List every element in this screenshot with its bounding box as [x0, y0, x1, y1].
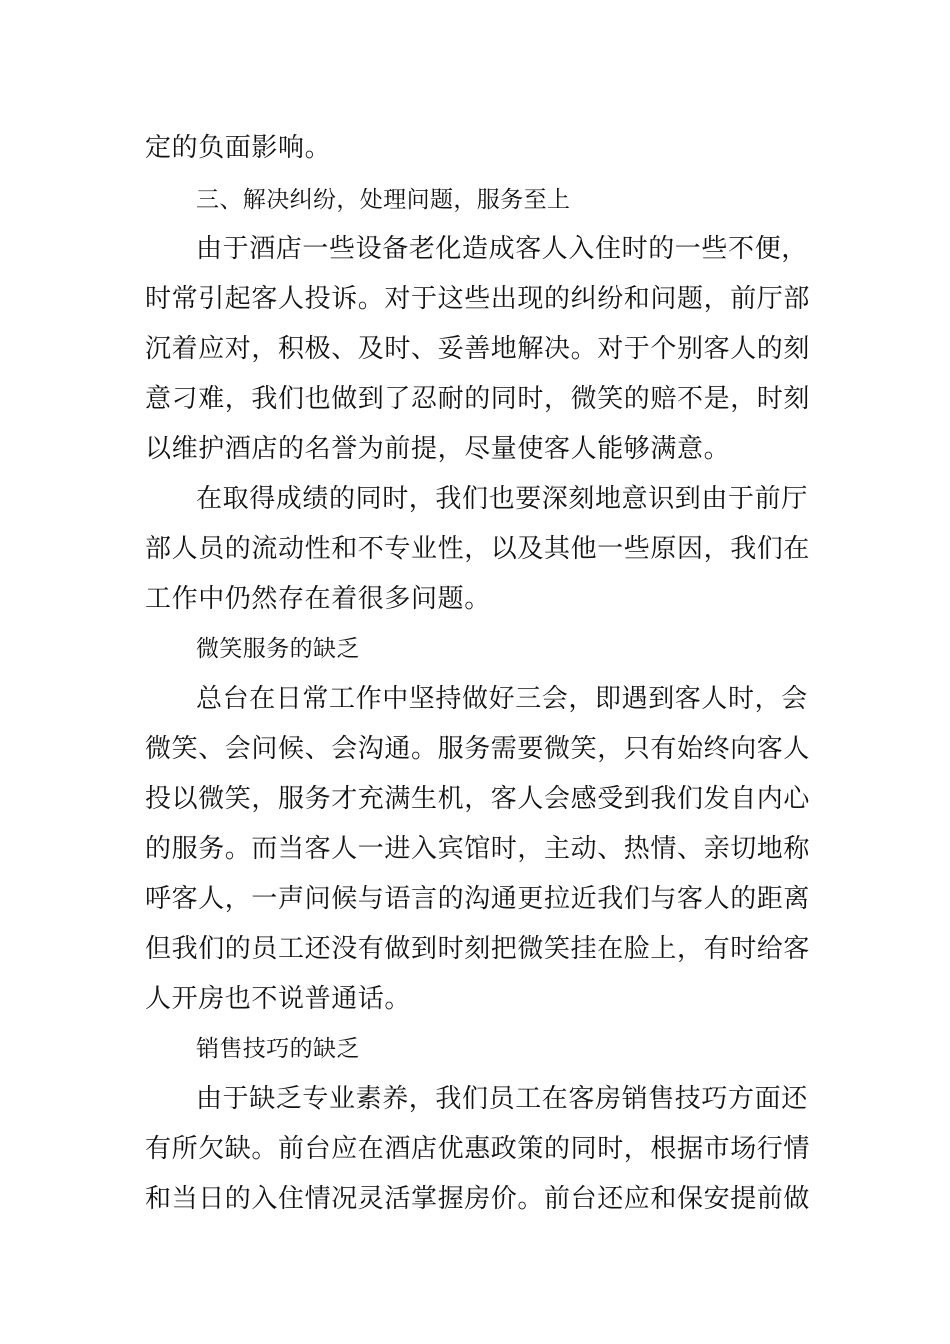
text-line: 和当日的入住情况灵活掌握房价。前台还应和保安提前做 [145, 1184, 811, 1214]
text-line: 时常引起客人投诉。对于这些出现的纠纷和问题，前厅部 [145, 284, 811, 314]
text-line: 沉着应对，积极、及时、妥善地解决。对于个别客人的刻 [145, 334, 811, 364]
text-line: 投以微笑，服务才充满生机，客人会感受到我们发自内心 [145, 784, 811, 814]
text-line: 以维护酒店的名誉为前提，尽量使客人能够满意。 [145, 434, 731, 464]
section-heading: 微笑服务的缺乏 [196, 636, 360, 662]
text-line: 工作中仍然存在着很多问题。 [145, 584, 491, 614]
text-line: 但我们的员工还没有做到时刻把微笑挂在脸上，有时给客 [145, 934, 811, 964]
text-line: 的服务。而当客人一进入宾馆时，主动、热情、亲切地称 [145, 834, 811, 864]
paragraph-first-line: 在取得成绩的同时，我们也要深刻地意识到由于前厅 [196, 484, 808, 514]
text-line: 定的负面影响。 [145, 133, 332, 163]
text-line: 有所欠缺。前台应在酒店优惠政策的同时，根据市场行情 [145, 1134, 811, 1164]
text-line: 人开房也不说普通话。 [145, 984, 412, 1014]
paragraph-first-line: 由于缺乏专业素养，我们员工在客房销售技巧方面还 [196, 1084, 808, 1114]
text-line: 微笑、会问候、会沟通。服务需要微笑，只有始终向客人 [145, 734, 811, 764]
paragraph-first-line: 由于酒店一些设备老化造成客人入住时的一些不便， [196, 234, 808, 264]
section-heading: 销售技巧的缺乏 [196, 1036, 360, 1062]
text-line: 部人员的流动性和不专业性，以及其他一些原因，我们在 [145, 534, 811, 564]
text-line: 呼客人，一声问候与语言的沟通更拉近我们与客人的距离 [145, 884, 811, 914]
text-line: 意刁难，我们也做到了忍耐的同时，微笑的赔不是，时刻 [145, 384, 811, 414]
paragraph-first-line: 总台在日常工作中坚持做好三会，即遇到客人时，会 [196, 684, 808, 714]
section-heading: 三、解决纠纷，处理问题，服务至上 [196, 187, 571, 213]
